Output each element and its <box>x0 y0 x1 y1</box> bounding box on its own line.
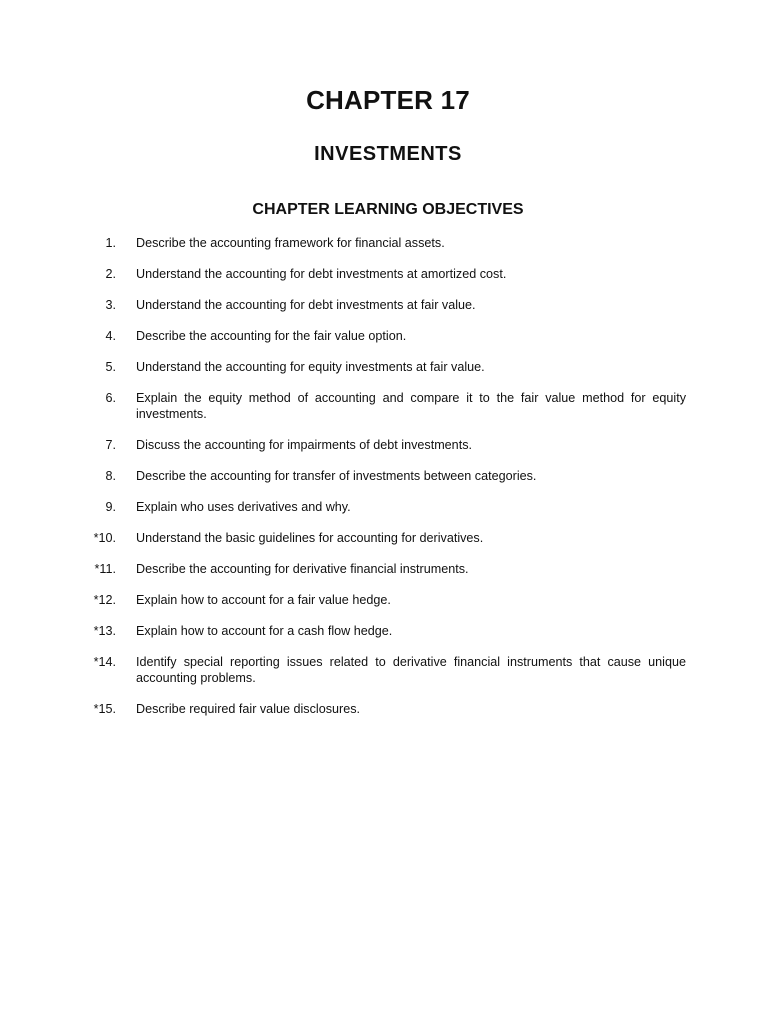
objective-number: *12. <box>93 593 116 607</box>
objective-item <box>0 623 768 639</box>
chapter-title: INVESTMENTS <box>314 143 462 165</box>
objective-number: 7. <box>105 438 116 452</box>
objective-text: Understand the accounting for debt investments at fair value. <box>136 298 476 312</box>
objective-number: 6. <box>105 391 116 405</box>
objective-item <box>0 266 768 282</box>
objective-item <box>0 499 768 515</box>
objective-text: Describe the accounting framework for financial assets. <box>136 236 445 250</box>
objective-number: *13. <box>93 624 116 638</box>
objective-number: 9. <box>105 500 116 514</box>
objective-item <box>0 390 768 422</box>
objective-number: 3. <box>105 298 116 312</box>
objective-text: Explain how to account for a cash flow hedge. <box>136 624 393 638</box>
objective-number: *14. <box>93 655 116 669</box>
objective-item <box>0 592 768 608</box>
objective-item <box>0 297 768 313</box>
objective-text: Understand the accounting for debt investments at amortized cost. <box>136 267 507 281</box>
objective-number: 1. <box>105 236 116 250</box>
objective-item <box>0 701 768 717</box>
objective-item <box>0 468 768 484</box>
objective-text: Explain the equity method of accounting and compare it to the fair value method for equity investments. <box>136 391 686 421</box>
learning-objectives-heading: CHAPTER LEARNING OBJECTIVES <box>252 201 524 218</box>
objective-item <box>0 328 768 344</box>
objective-text: Explain who uses derivatives and why. <box>136 500 351 514</box>
objective-text: Identify special reporting issues related to derivative financial instruments that cause unique accounting problems. <box>136 655 686 685</box>
objective-item <box>0 654 768 686</box>
objective-number: 2. <box>105 267 116 281</box>
objective-item <box>0 561 768 577</box>
objective-number: 8. <box>105 469 116 483</box>
objective-text: Understand the accounting for equity investments at fair value. <box>136 360 485 374</box>
objective-text: Describe required fair value disclosures. <box>136 702 360 716</box>
objective-number: *11. <box>94 562 116 576</box>
objective-item <box>0 437 768 453</box>
objective-number: 5. <box>105 360 116 374</box>
objective-text: Describe the accounting for derivative financial instruments. <box>136 562 469 576</box>
objective-text: Explain how to account for a fair value hedge. <box>136 593 391 607</box>
objective-text: Discuss the accounting for impairments of debt investments. <box>136 438 472 452</box>
objective-number: *15. <box>93 702 116 716</box>
objective-item <box>0 530 768 546</box>
objective-number: *10. <box>93 531 116 545</box>
objective-number: 4. <box>105 329 116 343</box>
objective-item <box>0 359 768 375</box>
objective-text: Describe the accounting for transfer of investments between categories. <box>136 469 537 483</box>
objective-text: Describe the accounting for the fair value option. <box>136 329 407 343</box>
objective-text: Understand the basic guidelines for accounting for derivatives. <box>136 531 484 545</box>
learning-objectives-list <box>0 235 768 732</box>
objective-item <box>0 235 768 251</box>
chapter-number-heading: CHAPTER 17 <box>306 85 470 115</box>
